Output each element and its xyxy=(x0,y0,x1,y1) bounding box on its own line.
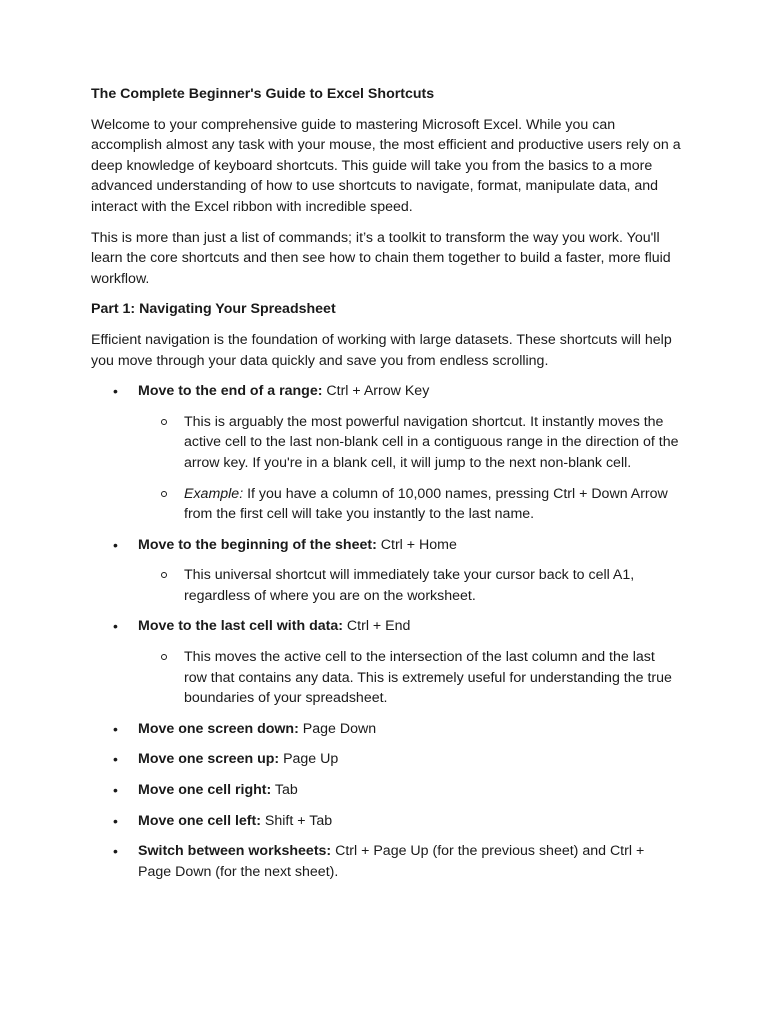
intro-paragraph-1: Welcome to your comprehensive guide to mastering Microsoft Excel. While you can accomplish almost any task with your mouse, the most efficient and productive users rely on a deep knowledge of keyboard shortcuts. This guide will take you from the basics to a more advanced understanding of how to use shortcuts to navigate, format, manipulate data, and interact with the Excel ribbon with incredible speed. xyxy=(91,116,681,215)
list-item-screen-up xyxy=(91,749,681,770)
document-title: The Complete Beginner's Guide to Excel Shortcuts xyxy=(91,86,435,102)
sub-item-text: This moves the active cell to the intersection of the last column and the last row that contains any data. This is extremely useful for understanding the true boundaries of your spreadsheet. xyxy=(184,649,672,707)
shortcut-label: Move one cell left: xyxy=(138,812,261,829)
shortcut-keys: Page Up xyxy=(279,751,339,768)
circle-bullet-icon xyxy=(161,654,167,660)
example-label: Example: xyxy=(184,485,244,502)
sub-list-item xyxy=(138,412,681,474)
shortcut-keys: Shift + Tab xyxy=(260,812,333,829)
sub-list xyxy=(138,412,681,525)
sub-item-text: This universal shortcut will immediately take your cursor back to cell A1, regardless of where you are on the worksheet. xyxy=(184,567,635,604)
shortcut-keys: Page Down xyxy=(298,720,377,737)
list-item-cell-left xyxy=(91,811,681,832)
sub-item-text: This is arguably the most powerful navigation shortcut. It instantly moves the active cell to the last non-blank cell in a contiguous range in the direction of the arrow key. If you're in a blank cell, it will jump to the next non-blank cell. xyxy=(184,413,679,471)
shortcut-keys: Ctrl + End xyxy=(342,618,411,635)
circle-bullet-icon xyxy=(161,491,167,497)
sub-list-item xyxy=(138,647,681,709)
shortcut-keys: Tab xyxy=(271,782,298,799)
circle-bullet-icon xyxy=(161,419,167,425)
list-item-switch-worksheets xyxy=(91,841,681,882)
list-item-last-cell-with-data xyxy=(91,616,681,708)
shortcut-label: Move one screen up: xyxy=(138,751,280,768)
section-intro-paragraph: Efficient navigation is the foundation of working with large datasets. These shortcuts will help you move through your data quickly and save you from endless scrolling. xyxy=(91,331,672,369)
shortcut-keys: Ctrl + Page Up (for the previous sheet) and Ctrl + Page Down (for the next sheet). xyxy=(138,843,645,880)
bullet-icon: • xyxy=(113,383,118,400)
document-page xyxy=(91,84,681,892)
list-item-cell-right xyxy=(91,780,681,801)
shortcut-keys: Ctrl + Home xyxy=(376,536,457,553)
bullet-icon: • xyxy=(113,618,118,635)
bullet-icon: • xyxy=(113,751,118,768)
circle-bullet-icon xyxy=(161,572,167,578)
bullet-icon: • xyxy=(113,720,118,737)
sub-list-item xyxy=(138,484,681,525)
shortcut-keys: Ctrl + Arrow Key xyxy=(322,383,430,400)
sub-list-item xyxy=(138,565,681,606)
bullet-icon: • xyxy=(113,536,118,553)
bullet-icon: • xyxy=(113,812,118,829)
sub-item-text: If you have a column of 10,000 names, pressing Ctrl + Down Arrow from the first cell will take you instantly to the last name. xyxy=(184,485,668,523)
shortcut-label: Move one screen down: xyxy=(138,720,299,737)
bullet-icon: • xyxy=(113,843,118,860)
list-item-end-of-range xyxy=(91,381,681,525)
shortcut-list xyxy=(91,381,681,882)
shortcut-label: Move to the end of a range: xyxy=(138,383,323,400)
bullet-icon: • xyxy=(113,782,118,799)
shortcut-label: Switch between worksheets: xyxy=(138,843,332,860)
list-item-screen-down xyxy=(91,719,681,740)
shortcut-label: Move to the last cell with data: xyxy=(138,618,343,635)
intro-paragraph-2: This is more than just a list of commands; it’s a toolkit to transform the way you work. You'll learn the core shortcuts and then see how to chain them together to build a faster, more fluid workflow. xyxy=(91,229,671,287)
shortcut-label: Move to the beginning of the sheet: xyxy=(138,536,377,553)
sub-list xyxy=(138,565,681,606)
shortcut-label: Move one cell right: xyxy=(138,782,272,799)
list-item-beginning-of-sheet xyxy=(91,535,681,607)
sub-list xyxy=(138,647,681,709)
section-heading-part-1: Part 1: Navigating Your Spreadsheet xyxy=(91,301,336,318)
